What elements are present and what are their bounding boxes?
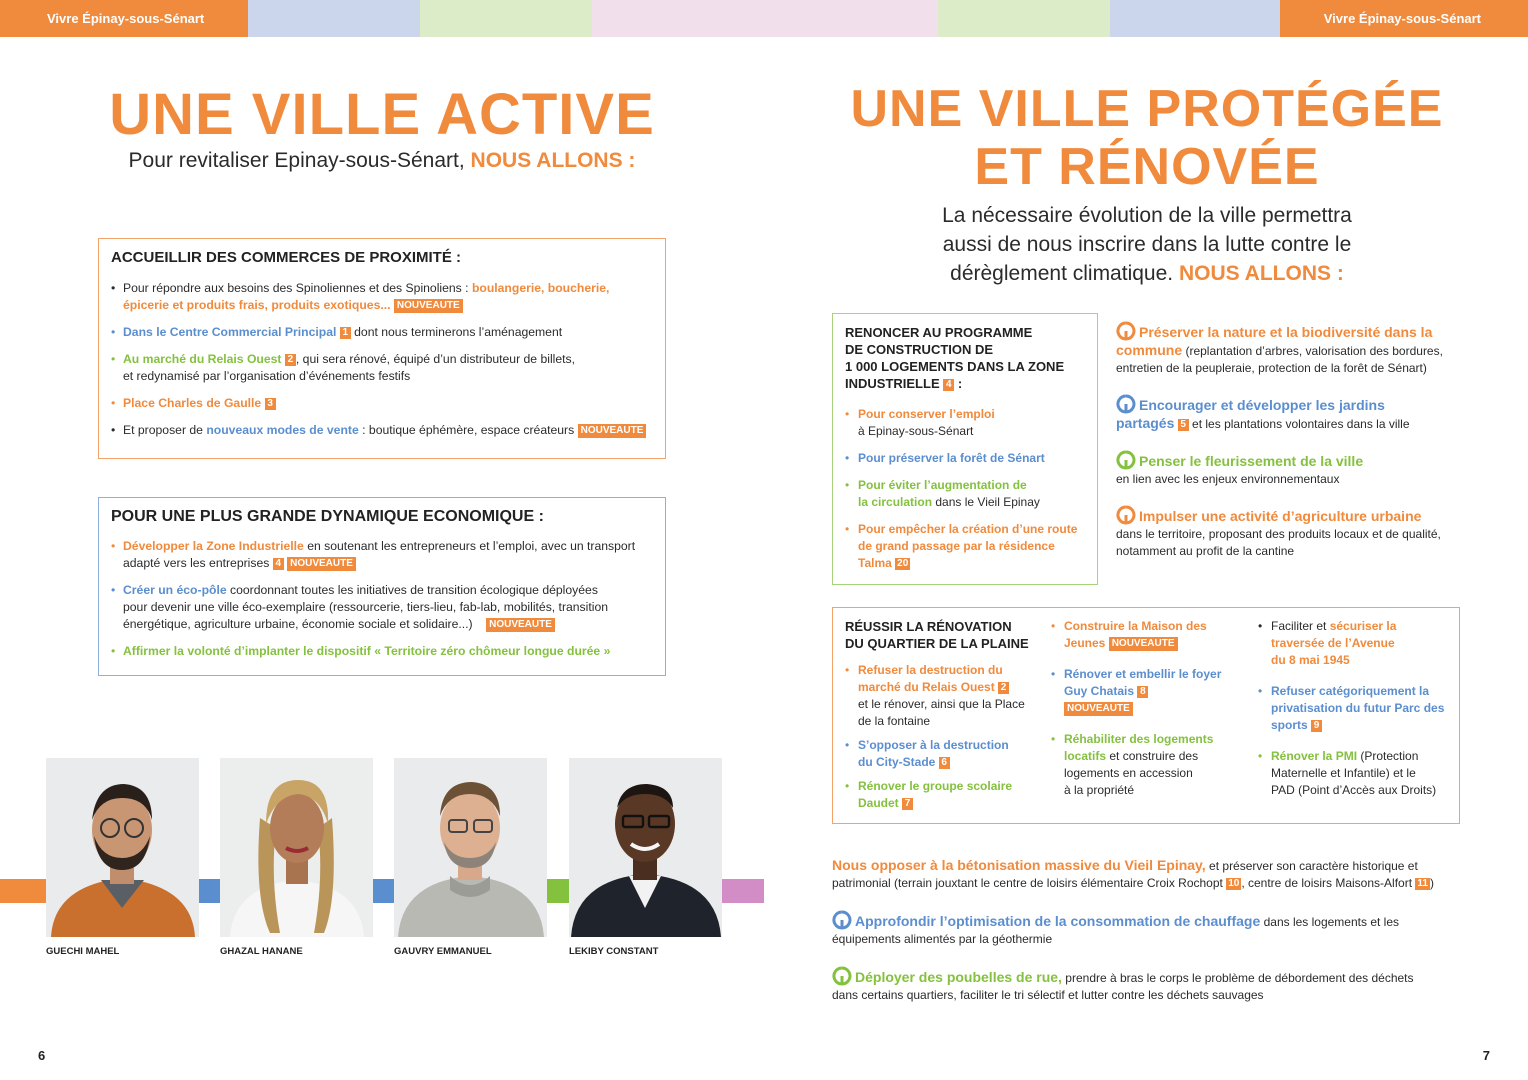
item-highlight: Pour préserver la forêt de Sénart [858, 451, 1045, 465]
bottom-text: , centre de loisirs Maisons-Alfort [1241, 876, 1413, 890]
leaf-text: notamment au profit de la cantine [1116, 544, 1295, 558]
item-text: coordonnant toutes les initiatives de transition écologique déployées [230, 583, 598, 597]
leaf-list [1116, 321, 1466, 560]
portrait-photo-2 [220, 758, 373, 937]
portrait-caption-3: GAUVRY EMMANUEL [394, 946, 492, 957]
item-text: pour devenir une ville éco-exemplaire (ressourcerie, tiers-lieu, fab-lab, mobilités, transition [123, 600, 609, 614]
item-highlight: boulangerie, boucherie, [471, 281, 610, 295]
nouveaute-badge: NOUVEAUTE [486, 618, 555, 632]
list-item: • Réhabiliter des logements locatifs et construire des logements en accession à la propriété [1051, 732, 1214, 797]
leaf-title: Penser le fleurissement de la ville [1139, 453, 1364, 469]
leaf-icon [1116, 321, 1136, 341]
item-text: dont nous terminerons l’aménagement [354, 325, 563, 339]
title-line: 1 000 LOGEMENTS DANS LA ZONE [845, 359, 1065, 374]
bottom-item [832, 910, 1472, 948]
leaf-title: Impulser une activité d’agriculture urbaine [1139, 508, 1422, 524]
map-number-badge: 10 [1228, 878, 1240, 889]
leaf-text: dans le territoire, proposant des produits locaux et de qualité, [1116, 527, 1441, 541]
list-item: • Et proposer de nouveaux modes de vente : boutique éphémère, espace créateurs NOUVEAUTE [111, 422, 653, 439]
item-highlight: Développer la Zone Industrielle [123, 539, 304, 553]
item-highlight: du City-Stade [858, 755, 936, 769]
item-highlight: Jeunes [1064, 636, 1106, 650]
list-item: • Pour conserver l’emploi à Epinay-sous-Sénart [845, 407, 995, 438]
item-text: Pour répondre aux besoins des Spinoliennes et des Spinoliens : [123, 281, 469, 295]
page-title-right-line2: ET RÉNOVÉE [974, 138, 1320, 196]
leaf-item [1116, 394, 1466, 433]
subtitle-left-text: Pour revitaliser Epinay-sous-Sénart, [128, 149, 465, 172]
bottom-title: Nous opposer à la bétonisation massive du Vieil Epinay, [832, 857, 1206, 873]
bottom-text: dans les logements et les [1263, 915, 1400, 929]
item-highlight: Refuser catégoriquement la [1271, 684, 1430, 698]
item-text: (Protection [1360, 749, 1419, 763]
nouveaute-badge: NOUVEAUTE [1109, 637, 1178, 651]
list-item: • Pour préserver la forêt de Sénart [845, 451, 1045, 465]
leaf-title: Encourager et développer les jardins [1139, 397, 1385, 413]
item-highlight: Rénover et embellir le foyer [1064, 667, 1222, 681]
leaf-title: Préserver la nature et la biodiversité dans la [1139, 324, 1433, 340]
bottom-item [832, 966, 1472, 1004]
item-highlight: de grand passage par la résidence [858, 539, 1055, 553]
strip-blue-2 [373, 879, 395, 903]
map-number-badge: 11 [1417, 878, 1428, 889]
map-number-badge: 8 [1137, 686, 1148, 698]
subtitle-right-line2: aussi de nous inscrire dans la lutte contre le [942, 233, 1352, 256]
item-highlight: la circulation [858, 495, 933, 509]
map-number-badge: 1 [340, 327, 351, 339]
portrait-caption-4: LEKIBY CONSTANT [569, 946, 659, 957]
bottom-text: prendre à bras le corps le problème de débordement des déchets [1065, 971, 1414, 985]
list-item: • Pour empêcher la création d’une route de grand passage par la résidence Talma 20 [845, 522, 1078, 570]
item-highlight: traversée de l’Avenue [1271, 636, 1395, 650]
map-number-badge: 2 [998, 682, 1009, 694]
bottom-title: Approfondir l’optimisation de la consommation de chauffage [855, 913, 1261, 929]
leaf-icon [1116, 394, 1136, 414]
item-highlight: Créer un éco-pôle [123, 583, 227, 597]
box-dynamique [98, 497, 666, 676]
list-item: • Rénover le groupe scolaire Daudet 7 [845, 779, 1013, 810]
item-text: dans le Vieil Epinay [935, 495, 1040, 509]
subtitle-right-emphasis: NOUS ALLONS : [1178, 262, 1344, 285]
item-highlight: Guy Chatais [1064, 684, 1135, 698]
bottom-text: dans certains quartiers, faciliter le tri sélectif et lutter contre les déchets sauvages [832, 988, 1264, 1002]
box-dynamique-title: POUR UNE PLUS GRANDE DYNAMIQUE ECONOMIQUE : [111, 508, 544, 525]
map-number-badge: 4 [943, 379, 954, 391]
subtitle-right-line1: La nécessaire évolution de la ville permettra [942, 204, 1352, 227]
page-number-left: 6 [38, 1048, 46, 1063]
item-highlight: Place Charles de Gaulle [123, 396, 262, 410]
item-text: logements en accession [1064, 766, 1193, 780]
title-line: DE CONSTRUCTION DE [845, 342, 994, 357]
page-title-left: UNE VILLE ACTIVE [109, 82, 655, 147]
map-number-badge: 4 [273, 558, 284, 570]
title-line: DU QUARTIER DE LA PLAINE [845, 636, 1029, 651]
leaf-icon [832, 966, 852, 986]
list-item: • Place Charles de Gaulle 3 [111, 395, 653, 412]
list-item: • Développer la Zone Industrielle en soutenant les entrepreneurs et l’emploi, avec un transport adapté vers les entreprises 4 NOUVEAUTE [111, 539, 636, 570]
top-color-bar [0, 0, 1528, 37]
list-item: • Rénover la PMI (Protection Maternelle et Infantile) et le PAD (Point d’Accès aux Droits) [1258, 749, 1437, 797]
bottom-title: Déployer des poubelles de rue, [855, 969, 1062, 985]
bar-segment-green [420, 0, 592, 37]
item-highlight: Daudet [858, 796, 899, 810]
subtitle-right [840, 201, 1454, 288]
nouveaute-badge: NOUVEAUTE [287, 557, 356, 571]
strip-green [547, 879, 569, 903]
map-number-badge: 2 [285, 354, 296, 366]
portrait-photo-1 [46, 758, 199, 937]
item-text: de la fontaine [858, 714, 931, 728]
item-highlight: Rénover la PMI [1271, 749, 1358, 763]
title-colon: : [957, 376, 963, 391]
leaf-text: en lien avec les enjeux environnementaux [1116, 472, 1340, 486]
item-text: et redynamisé par l’organisation d’événements festifs [123, 369, 411, 383]
item-text: Et proposer de [123, 423, 203, 437]
item-text: et construire des [1109, 749, 1199, 763]
item-highlight: du 8 mai 1945 [1271, 653, 1350, 667]
title-line: INDUSTRIELLE [845, 376, 940, 391]
strip-pink [722, 879, 764, 903]
box-commerces [98, 238, 666, 459]
title-line: RENONCER AU PROGRAMME [845, 325, 1033, 340]
map-number-badge: 6 [939, 757, 950, 769]
item-highlight: Talma [858, 556, 892, 570]
item-text: Maternelle et Infantile) et le [1271, 766, 1416, 780]
list-item: • Affirmer la volonté d’implanter le dispositif « Territoire zéro chômeur longue durée » [111, 644, 611, 658]
item-highlight: Dans le Centre Commercial Principal [123, 325, 337, 339]
item-text: PAD (Point d’Accès aux Droits) [1271, 783, 1437, 797]
nouveaute-badge: NOUVEAUTE [394, 299, 463, 313]
leaf-icon [832, 910, 852, 930]
box-renoncer-title [845, 324, 1085, 392]
map-number-badge: 7 [902, 798, 913, 810]
box-plaine [832, 607, 1460, 824]
item-highlight: S’opposer à la destruction [858, 738, 1009, 752]
item-highlight: Pour conserver l’emploi [858, 407, 995, 421]
strip-blue [198, 879, 220, 903]
list-item: • Dans le Centre Commercial Principal 1 dont nous terminerons l’aménagement [111, 325, 563, 339]
bottom-paragraphs [832, 857, 1472, 1004]
list-item: • Rénover et embellir le foyer Guy Chatais 8 NOUVEAUTE [1051, 667, 1222, 714]
subtitle-left-emphasis: NOUS ALLONS : [470, 149, 636, 172]
bar-segment-blue-2 [1110, 0, 1280, 37]
plaine-col-3 [1258, 618, 1458, 809]
bar-segment-green-2 [938, 0, 1110, 37]
leaf-title: partagés [1116, 415, 1175, 431]
map-number-badge: 5 [1178, 419, 1189, 431]
item-highlight: Au marché du Relais Ouest [123, 352, 282, 366]
list-item: • Refuser catégoriquement la privatisation du futur Parc des sports 9 [1258, 684, 1445, 732]
bottom-text: ) [1429, 876, 1434, 890]
item-highlight: privatisation du futur Parc des [1271, 701, 1445, 715]
item-text: énergétique, agriculture urbaine, économie sociale et solidaire...) [123, 617, 473, 631]
item-highlight: Refuser la destruction du [858, 663, 1003, 677]
leaf-item [1116, 505, 1466, 560]
leaf-text: (replantation d’arbres, valorisation des bordures, [1185, 344, 1443, 358]
item-text: en soutenant les entrepreneurs et l’emploi, avec un transport [307, 539, 636, 553]
portrait-caption-1: GUECHI MAHEL [46, 946, 120, 957]
plaine-col-1 [845, 618, 1045, 822]
item-highlight: Pour empêcher la création d’une route [858, 522, 1078, 536]
header-left: Vivre Épinay-sous-Sénart [47, 11, 205, 26]
list-item: • S’opposer à la destruction du City-Stade 6 [845, 738, 1009, 769]
bottom-item [832, 857, 1472, 892]
list-item: • Construire la Maison des Jeunes NOUVEAUTE [1051, 619, 1207, 650]
header-right: Vivre Épinay-sous-Sénart [1323, 11, 1481, 26]
page-title-right-line1: UNE VILLE PROTÉGÉE [850, 80, 1444, 138]
bar-segment-pink [592, 0, 938, 37]
nouveaute-badge: NOUVEAUTE [578, 424, 647, 438]
bottom-text: équipements alimentés par la géothermie [832, 932, 1053, 946]
leaf-text: et les plantations volontaires dans la ville [1192, 417, 1410, 431]
list-item: • Refuser la destruction du marché du Relais Ouest 2 et le rénover, ainsi que la Place de la fontaine [845, 663, 1025, 728]
list-item: • Pour éviter l’augmentation de la circulation dans le Vieil Epinay [845, 478, 1040, 509]
map-number-badge: 3 [265, 398, 276, 410]
portrait-caption-2: GHAZAL HANANE [220, 946, 303, 957]
plaine-col-2 [1051, 618, 1241, 809]
item-highlight: nouveaux modes de vente [206, 423, 359, 437]
list-item: • Au marché du Relais Ouest 2 , qui sera rénové, équipé d’un distributeur de billets, et redynamisé par l’organisation d’événements festifs [111, 352, 576, 383]
box-plaine-title [845, 618, 1045, 652]
item-highlight: Affirmer la volonté d’implanter le dispositif « Territoire zéro chômeur longue durée » [123, 644, 611, 658]
leaf-item [1116, 450, 1466, 488]
portrait-photo-4 [569, 758, 722, 937]
item-text: et le rénover, ainsi que la Place [858, 697, 1025, 711]
title-line: RÉUSSIR LA RÉNOVATION [845, 619, 1012, 634]
item-text: , qui sera rénové, équipé d’un distributeur de billets, [295, 352, 576, 366]
item-highlight: Construire la Maison des [1064, 619, 1207, 633]
item-highlight: sports [1271, 718, 1308, 732]
box-commerces-title: ACCUEILLIR DES COMMERCES DE PROXIMITÉ : [111, 249, 462, 266]
item-highlight: sécuriser la [1329, 619, 1397, 633]
map-number-badge: 9 [1311, 720, 1322, 732]
list-item: • Faciliter et sécuriser la traversée de l’Avenue du 8 mai 1945 [1258, 619, 1397, 667]
item-text: à la propriété [1064, 783, 1135, 797]
leaf-item [1116, 321, 1466, 377]
list-item: • Créer un éco-pôle coordonnant toutes les initiatives de transition écologique déployées pour devenir une ville éco-exemplaire (ressourcerie, tiers-lieu, fab-lab, mobilités, transition énergétique, agriculture urbaine, économie sociale et solidaire...) NOUVEAUTE [111, 583, 609, 631]
item-highlight: marché du Relais Ouest [858, 680, 995, 694]
bar-segment-blue [248, 0, 420, 37]
leaf-icon [1116, 505, 1136, 525]
item-highlight: Pour éviter l’augmentation de [858, 478, 1027, 492]
subtitle-left [60, 149, 704, 173]
leaf-icon [1116, 450, 1136, 470]
item-text: adapté vers les entreprises [123, 556, 270, 570]
subtitle-right-line3: dérèglement climatique. [950, 262, 1174, 285]
leaf-title: commune [1116, 342, 1183, 358]
item-highlight: Rénover le groupe scolaire [858, 779, 1013, 793]
item-text: : boutique éphémère, espace créateurs [362, 423, 575, 437]
box-renoncer [832, 313, 1098, 585]
portrait-photo-3 [394, 758, 547, 937]
bottom-text: et préserver son caractère historique et [1209, 859, 1418, 873]
item-text: Faciliter et [1271, 619, 1327, 633]
item-text: à Epinay-sous-Sénart [858, 424, 974, 438]
item-highlight: épicerie et produits frais, produits exotiques... [123, 298, 391, 312]
page-number-right: 7 [1482, 1048, 1490, 1063]
list-item: • Pour répondre aux besoins des Spinoliennes et des Spinoliens : boulangerie, boucherie, épicerie et produits frais, produits exotiques... NOUVEAUTE [111, 281, 610, 312]
nouveaute-badge: NOUVEAUTE [1064, 702, 1133, 716]
leaf-text: entretien de la peupleraie, protection de la forêt de Sénart) [1116, 361, 1427, 375]
page-title-right [840, 80, 1454, 196]
map-number-badge: 20 [897, 558, 909, 569]
bottom-text: patrimonial (terrain jouxtant le centre de loisirs élémentaire Croix Rochopt [832, 876, 1223, 890]
item-highlight: locatifs [1064, 749, 1107, 763]
item-highlight: Réhabiliter des logements [1064, 732, 1214, 746]
strip-orange [0, 879, 46, 903]
